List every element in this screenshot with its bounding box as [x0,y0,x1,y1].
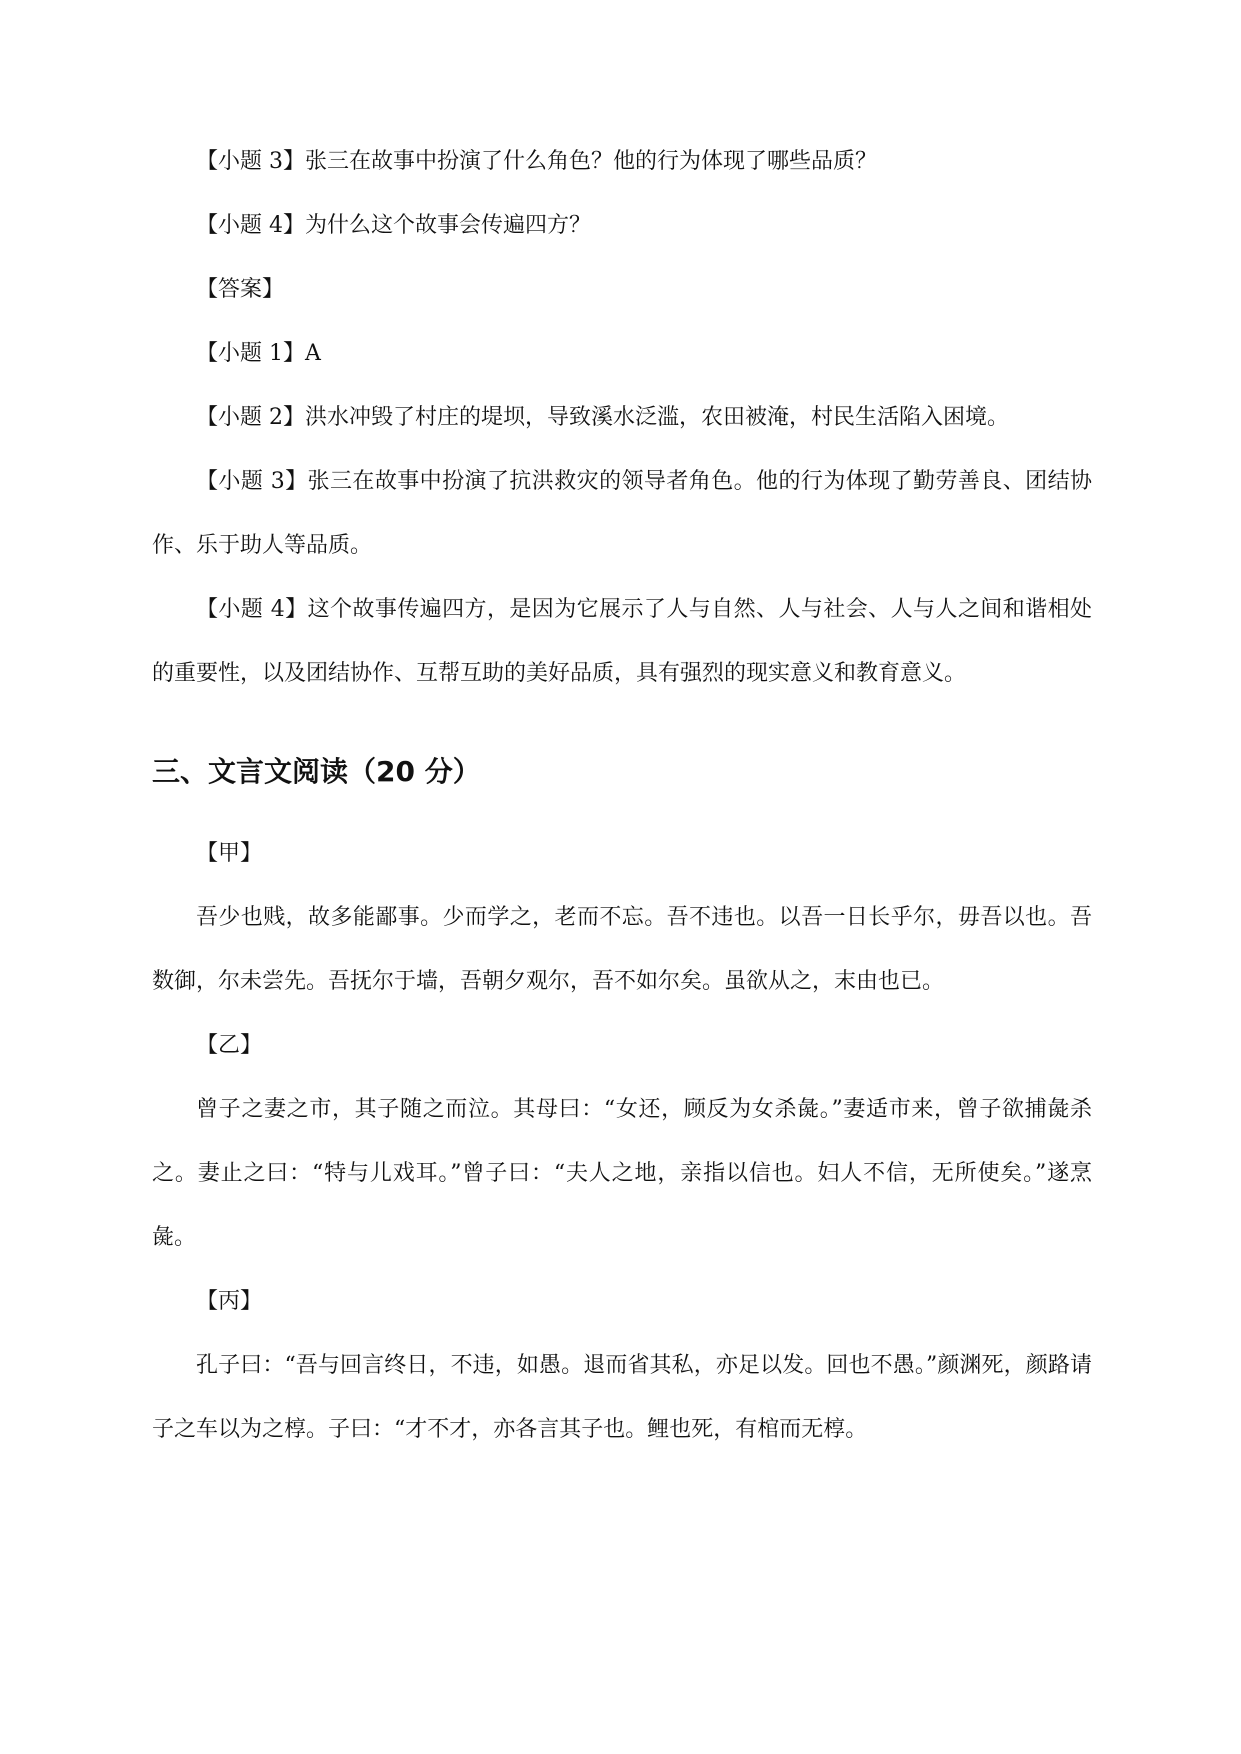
question-3: 【小题 3】张三在故事中扮演了什么角色？他的行为体现了哪些品质？ [196,149,877,174]
answer-4: 【小题 4】这个故事传遍四方，是因为它展示了人与自然、人与社会、人与人之间和谐相处的重要性，以及团结协作、互帮互助的美好品质，具有强烈的现实意义和教育意义。 [152,597,1092,686]
answer-3: 【小题 3】张三在故事中扮演了抗洪救灾的领导者角色。他的行为体现了勤劳善良、团结协作、乐于助人等品质。 [152,469,1092,558]
answers-label: 【答案】 [196,277,285,302]
passage-yi-text: 曾子之妻之市，其子随之而泣。其母曰：“女还，顾反为女杀彘。”妻适市来，曾子欲捕彘杀之。妻止之曰：“特与儿戏耳。”曾子曰：“夫人之地，亲指以信也。妇人不信，无所使矣。”遂烹彘。 [152,1097,1092,1250]
passage-bing-text: 孔子曰：“吾与回言终日，不违，如愚。退而省其私，亦足以发。回也不愚。”颜渊死，颜路请子之车以为之椁。子曰：“才不才，亦各言其子也。鲤也死，有棺而无椁。 [152,1353,1092,1442]
question-4: 【小题 4】为什么这个故事会传遍四方？ [196,213,591,238]
document-page [152,130,1092,1462]
passage-jia-label: 【甲】 [196,841,263,866]
passage-bing-label: 【丙】 [196,1289,263,1314]
answer-1: 【小题 1】A [196,341,321,366]
passage-jia-text: 吾少也贱，故多能鄙事。少而学之，老而不忘。吾不违也。以吾一日长乎尔，毋吾以也。吾数御，尔未尝先。吾抚尔于墙，吾朝夕观尔，吾不如尔矣。虽欲从之，末由也已。 [152,905,1092,994]
passage-yi-label: 【乙】 [196,1033,263,1058]
answer-2: 【小题 2】洪水冲毁了村庄的堤坝，导致溪水泛滥，农田被淹，村民生活陷入困境。 [196,405,1009,430]
section-title: 三、文言文阅读（20 分） [152,755,481,788]
